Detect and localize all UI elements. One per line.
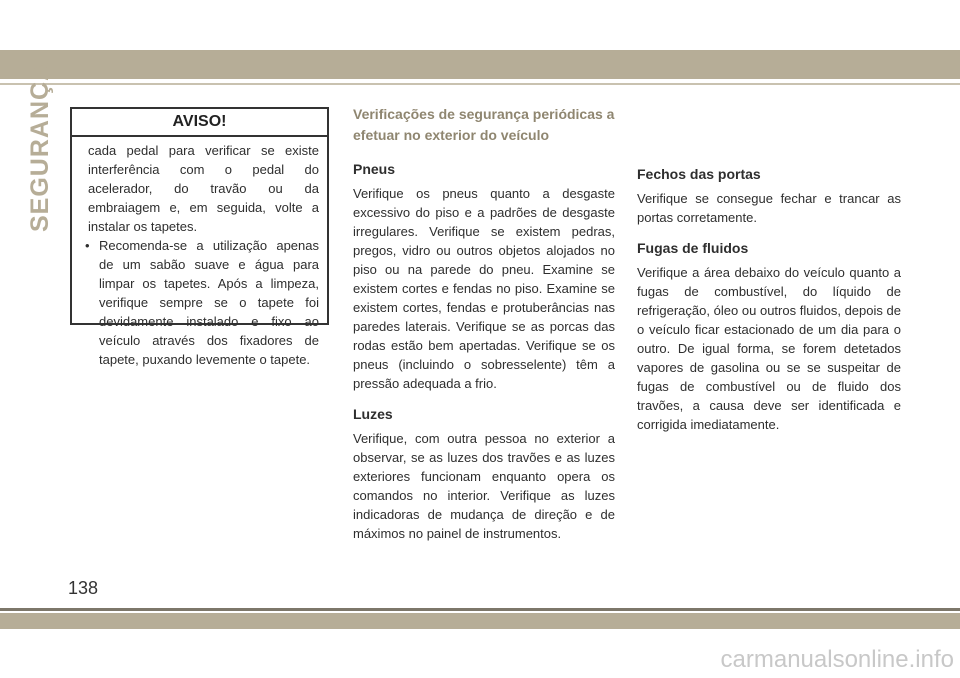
warning-box [70, 107, 329, 367]
top-divider [0, 83, 960, 85]
text-pneus: Verifique os pneus quanto a desgaste excessivo do piso e a padrões de desgaste irregulares. Verifique se existem pedras, pregos, vidro ou outros objetos alojados no piso ou na parede do pneu. Examine se existem cortes e fendas no piso. Examine se existem cortes, fendas e protuberâncias nas paredes laterais. Verifique se as porcas das rodas estão bem apertadas. Verifique se os pneus (incluindo o sobresselente) têm a pressão adequada a frio. [353, 186, 615, 391]
heading-fechos: Fechos das portas [637, 166, 761, 182]
column-middle [353, 104, 615, 543]
bottom-band [0, 613, 960, 629]
warning-title: AVISO! [72, 109, 327, 137]
warning-body [72, 137, 327, 369]
section-title-line1: Verificações de segurança periódicas a [353, 106, 615, 122]
heading-fugas: Fugas de fluidos [637, 240, 749, 256]
side-section-tab: SEGURANÇA [26, 61, 54, 232]
watermark: carmanualsonline.info [720, 646, 954, 673]
text-fugas: Verifique a área debaixo do veículo quanto a fugas de combustível, do líquido de refrigeração, óleo ou outros fluidos, depois de o veículo ficar estacionado de um dia para o outro. De igual forma, se forem detetados vapores de gasolina ou se se suspeitar de fugas de combustível ou de fluido dos travões, a causa deve ser identificada e corrigida imediatamente. [637, 265, 901, 432]
section-title-line2: efetuar no exterior do veículo [353, 127, 550, 143]
warning-continuation: cada pedal para verificar se existe interferência com o pedal do acelerador, do travão ou da embraiagem e, em seguida, volte a instalar os tapetes. [88, 143, 319, 234]
page-number: 138 [68, 578, 99, 598]
text-luzes: Verifique, com outra pessoa no exterior a observar, se as luzes dos travões e as luzes exteriores funcionam enquanto opera os comandos no interior. Verifique as luzes indicadoras de mudança de direção e de máximos no painel de instrumentos. [353, 431, 615, 541]
warning-bullet: • Recomenda-se a utilização apenas de um sabão suave e água para limpar os tapetes. Após a limpeza, verifique sempre se o tapete foi devidamente instalado e fixo ao veículo através dos fixadores de tapete, puxando levemente o tapete. [88, 236, 319, 369]
bottom-divider [0, 608, 960, 611]
text-fechos: Verifique se consegue fechar e trancar as portas corretamente. [637, 191, 901, 225]
heading-luzes: Luzes [353, 406, 393, 422]
top-band [0, 50, 960, 79]
heading-pneus: Pneus [353, 161, 396, 177]
column-right [637, 164, 901, 434]
